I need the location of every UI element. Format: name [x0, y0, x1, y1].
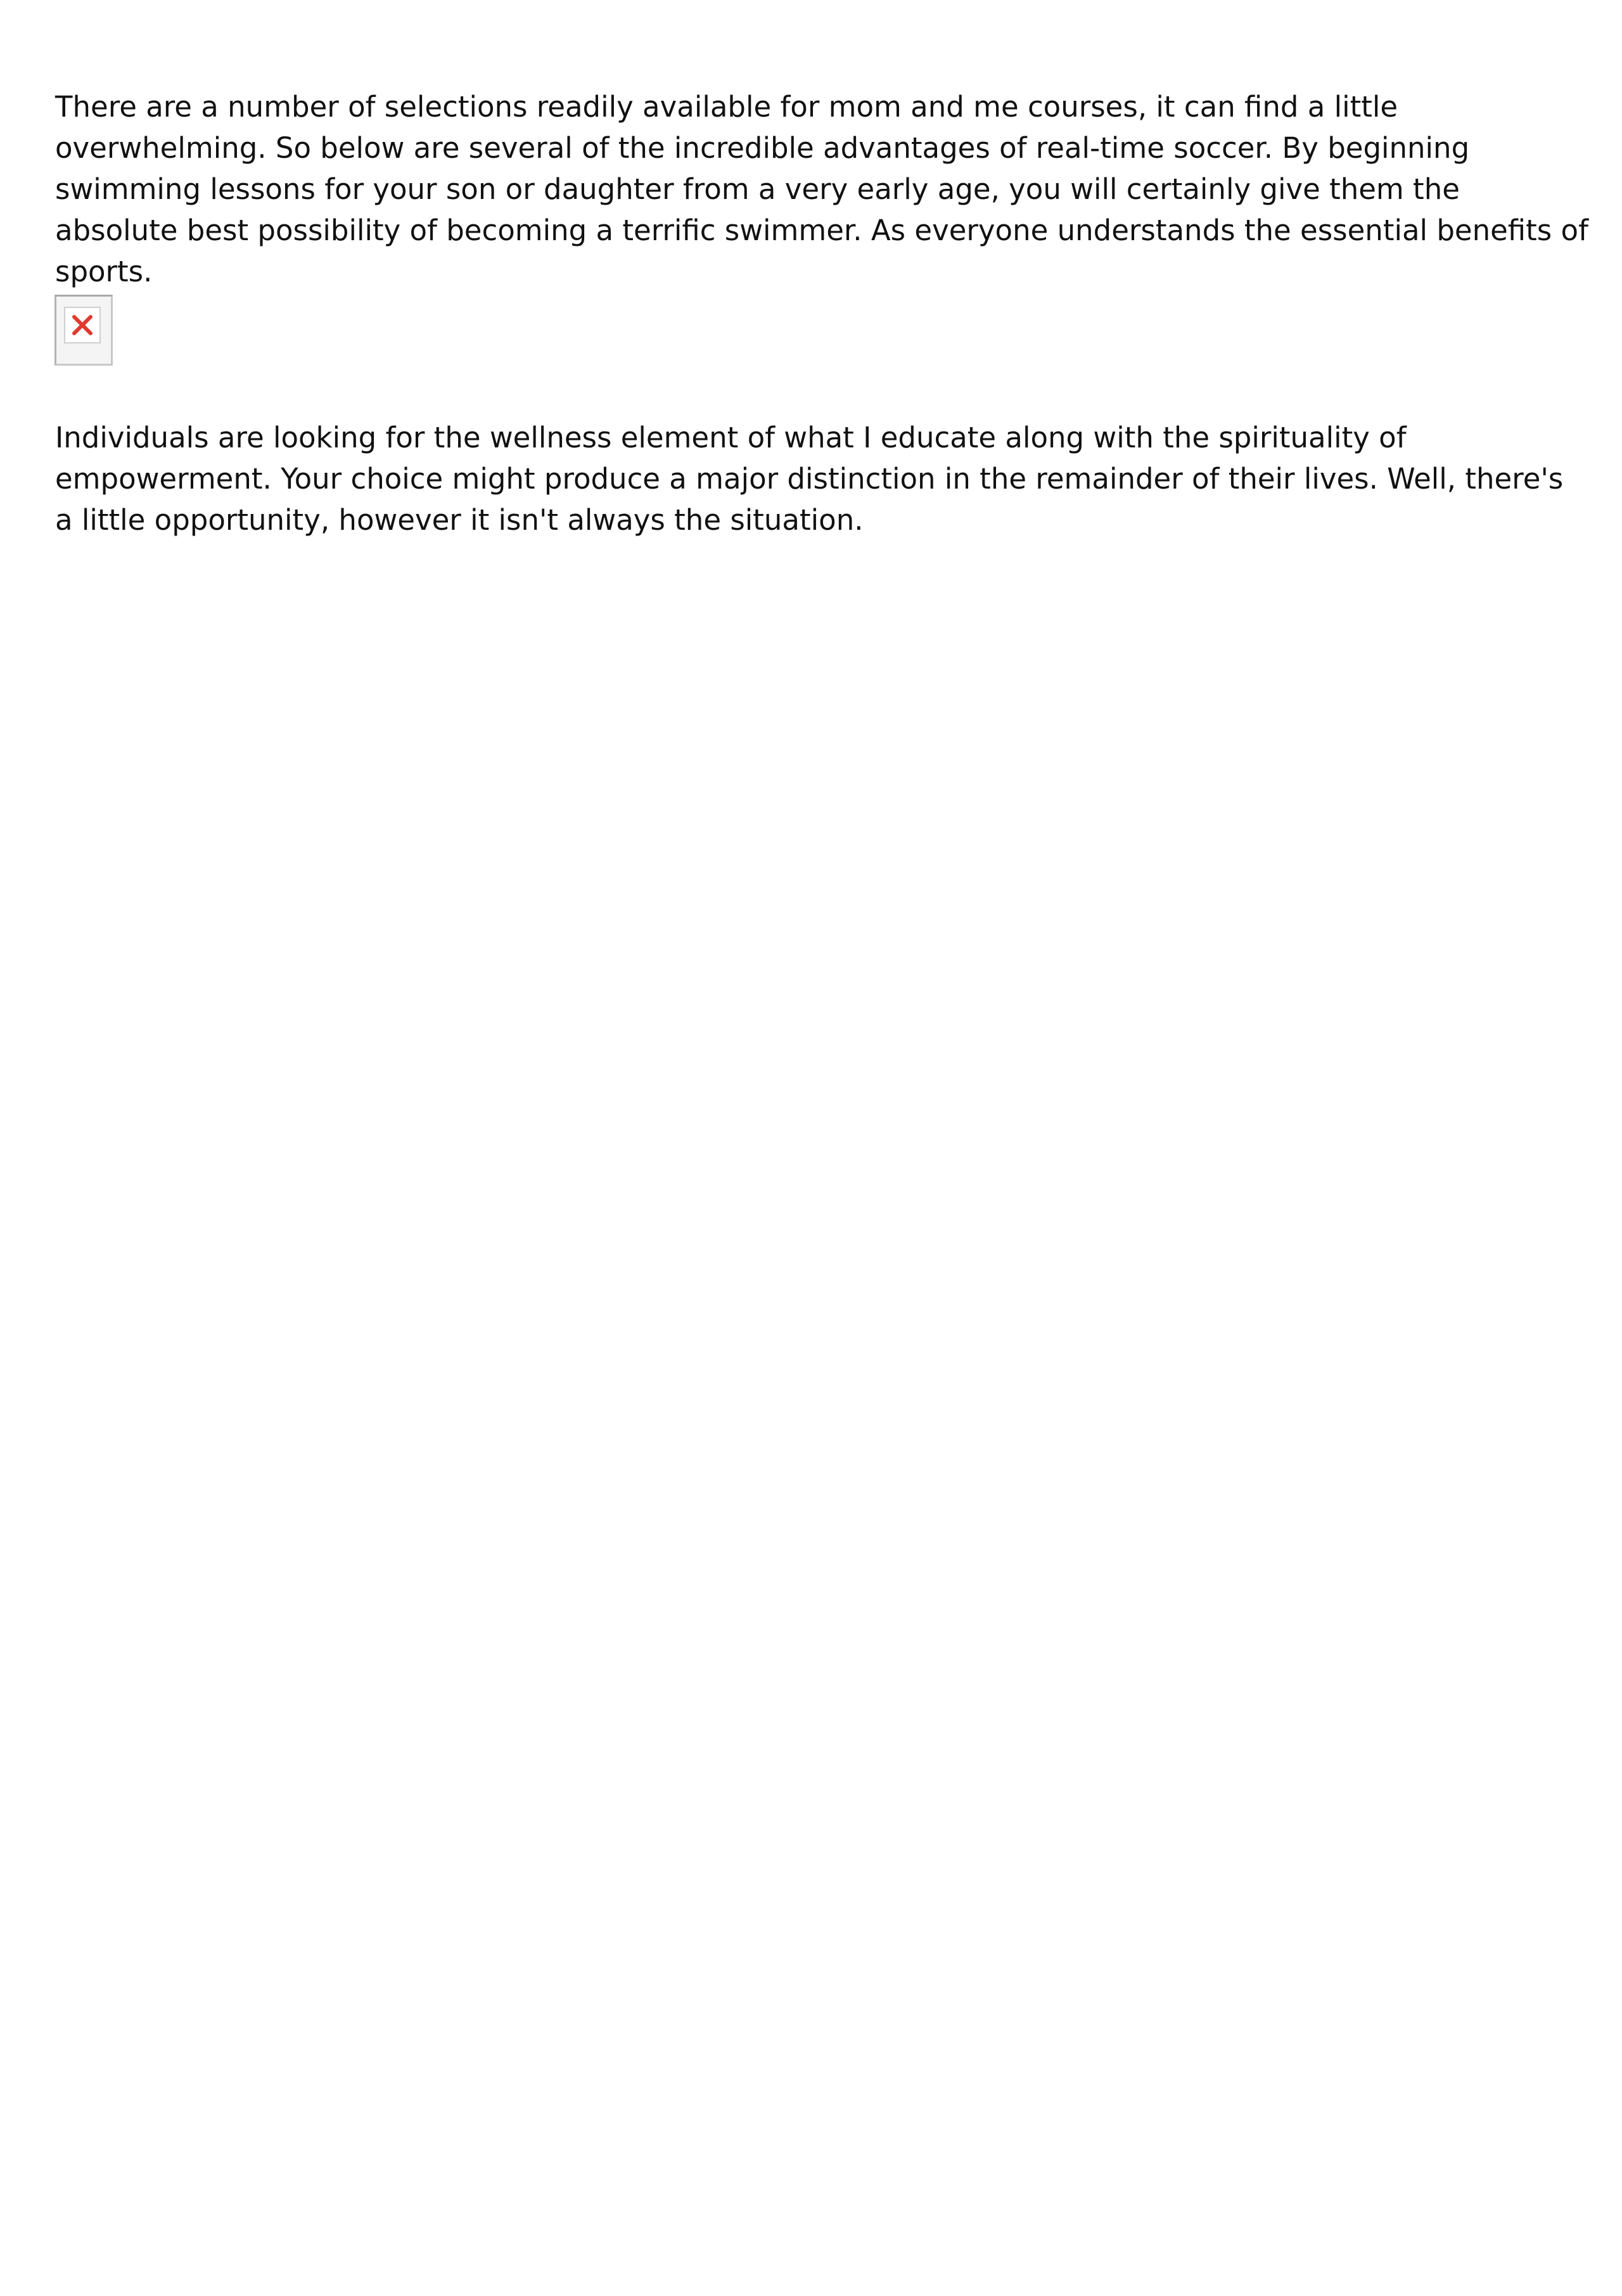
paragraph-1: There are a number of selections readily available for mom and me courses, it can find a little overwhelming. So below are several of the incredible advantages of real-time soccer. By beginning swimming lessons for your son or daughter from a very early age, you will certainly give them the absolute best possibility of becoming a terrific swimmer. As everyone understands the essential benefits of sports.	[55, 90, 1588, 288]
paragraph-2: Individuals are looking for the wellness element of what I educate along with the spirituality of empowerment. Your choice might produce a major distinction in the remainder of their lives. Well, there's a little opportunity, however it isn't always the situation.	[55, 421, 1564, 537]
broken-image-frame	[64, 307, 101, 343]
broken-image-icon	[71, 314, 94, 337]
broken-image-placeholder	[54, 295, 113, 366]
